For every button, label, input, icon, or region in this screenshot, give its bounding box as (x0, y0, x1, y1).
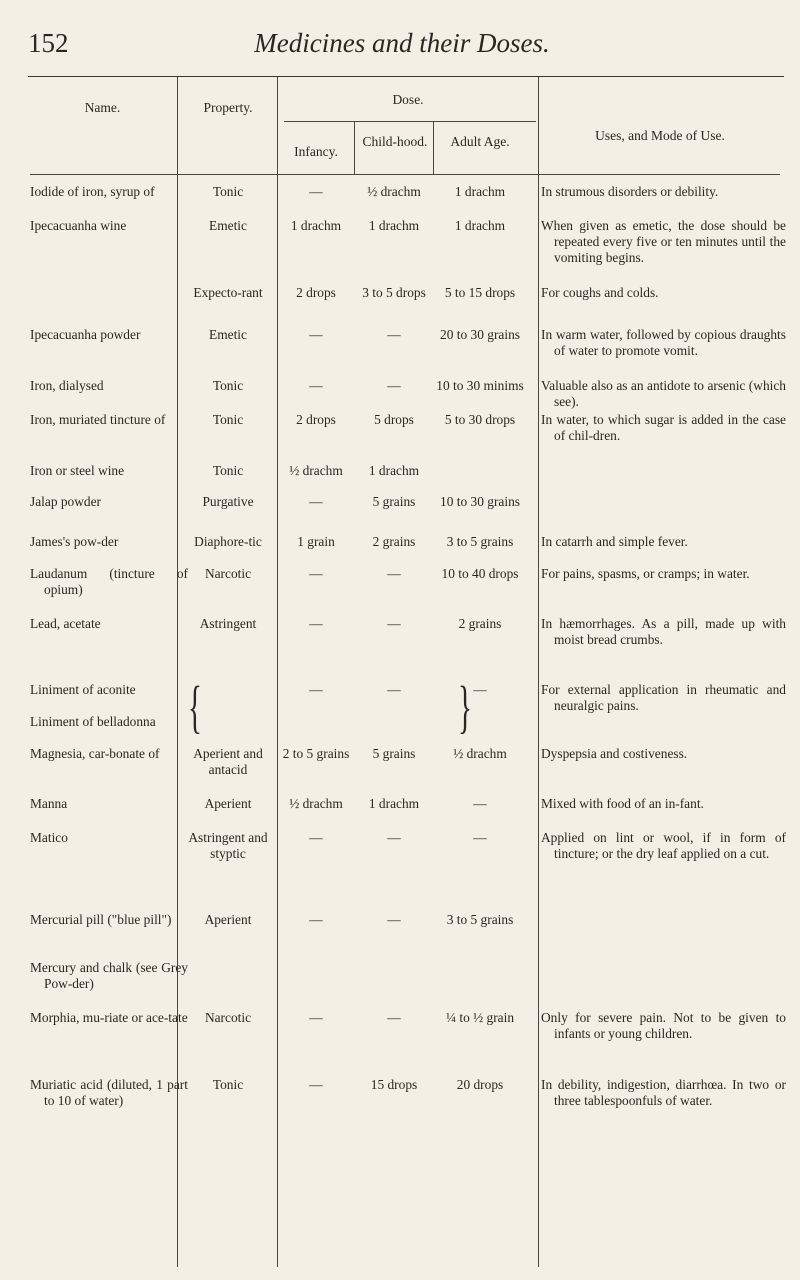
cell-property: Tonic (212, 1077, 244, 1092)
column-rule (277, 77, 278, 1267)
cell-adult: 3 to 5 grains (446, 534, 514, 549)
cell-property: Aperient (204, 796, 252, 811)
cell-infancy: — (309, 494, 323, 509)
cell-property: Narcotic (204, 1010, 252, 1025)
table-header-rule (30, 174, 780, 175)
cell-childhood: — (387, 830, 401, 845)
cell-infancy: — (309, 327, 323, 342)
cell-uses: For external application in rheumatic and neuralgic pains. (541, 682, 786, 713)
cell-adult: ¼ to ½ grain (445, 1010, 515, 1025)
cell-uses: Mixed with food of an in-fant. (541, 796, 704, 811)
cell-adult: 10 to 30 grains (440, 494, 520, 509)
cell-adult: 1 drachm (454, 184, 506, 199)
cell-uses: In catarrh and simple fever. (541, 534, 688, 549)
cell-adult: 3 to 5 grains (446, 912, 514, 927)
cell-name: Iodide of iron, syrup of (30, 184, 155, 199)
header-childhood: Child-hood. (362, 134, 428, 149)
header-rule (28, 76, 784, 77)
dose-header-rule (284, 121, 536, 122)
cell-name: Manna (30, 796, 68, 811)
cell-property: Tonic (212, 412, 244, 427)
running-title: Medicines and their Doses. (254, 28, 550, 58)
cell-infancy: 1 grain (297, 534, 335, 549)
cell-name: Lead, acetate (30, 616, 101, 631)
cell-property: Aperient and antacid (193, 746, 263, 777)
cell-uses: When given as emetic, the dose should be repeated every five or ten minutes until the vomiting begins. (541, 218, 786, 265)
cell-infancy: 1 drachm (290, 218, 342, 233)
cell-childhood: — (387, 327, 401, 342)
cell-uses: Valuable also as an antidote to arsenic (which see). (541, 378, 786, 409)
cell-name: Iron, dialysed (30, 378, 104, 393)
cell-uses: In water, to which sugar is added in the case of chil-dren. (541, 412, 786, 443)
cell-infancy: — (309, 378, 323, 393)
column-rule (433, 121, 434, 174)
cell-uses: In warm water, followed by copious draughts of water to promote vomit. (541, 327, 786, 358)
cell-uses: In debility, indigestion, diarrhœa. In two or three tablespoonfuls of water. (541, 1077, 786, 1108)
cell-property: Emetic (209, 218, 247, 233)
cell-adult: 20 drops (456, 1077, 504, 1092)
cell-adult: 20 to 30 grains (440, 327, 520, 342)
cell-childhood: 1 drachm (368, 796, 420, 811)
header-name: Name. (84, 100, 121, 115)
header-uses: Uses, and Mode of Use. (595, 128, 725, 143)
cell-property: Expecto-rant (193, 285, 263, 300)
cell-name: Magnesia, car-bonate of (30, 746, 160, 761)
cell-property: Tonic (212, 463, 244, 478)
cell-infancy: — (309, 912, 323, 927)
cell-adult: 10 to 40 drops (441, 566, 519, 581)
cell-childhood: 5 grains (372, 746, 416, 761)
cell-infancy: 2 to 5 grains (282, 746, 350, 761)
cell-infancy: 2 drops (296, 285, 336, 300)
cell-property: Emetic (209, 327, 247, 342)
cell-adult: 5 to 15 drops (444, 285, 516, 300)
cell-childhood: 5 drops (374, 412, 414, 427)
cell-adult: 10 to 30 minims (436, 378, 524, 393)
brace-right: } (458, 674, 472, 739)
cell-property: Tonic (212, 378, 244, 393)
cell-adult: 1 drachm (454, 218, 506, 233)
cell-infancy: — (309, 184, 323, 199)
header-property: Property. (203, 100, 253, 115)
cell-name: Iron, muriated tincture of (30, 412, 166, 427)
cell-adult: — (473, 830, 487, 845)
cell-property: Purgative (202, 494, 254, 509)
cell-name: Mercurial pill ("blue pill") (30, 912, 172, 927)
cell-property: Narcotic (204, 566, 252, 581)
cell-childhood: 1 drachm (368, 463, 420, 478)
cell-childhood: 15 drops (370, 1077, 418, 1092)
cell-name: Liniment of belladonna (30, 714, 156, 729)
cell-adult: 5 to 30 drops (444, 412, 516, 427)
cell-name: Mercury and chalk (see Grey Pow-der) (30, 960, 188, 991)
cell-property: Diaphore-tic (194, 534, 262, 549)
cell-name: Iron or steel wine (30, 463, 125, 478)
cell-name: Matico (30, 830, 68, 845)
cell-infancy: — (309, 616, 323, 631)
cell-name: Liniment of aconite (30, 682, 136, 697)
cell-name: James's pow-der (30, 534, 119, 549)
cell-name: Morphia, mu-riate or ace-tate (30, 1010, 188, 1025)
cell-name: Muriatic acid (diluted, 1 part to 10 of water) (30, 1077, 188, 1108)
brace-left: { (188, 674, 202, 739)
cell-infancy: ½ drachm (289, 796, 343, 811)
cell-adult: 2 grains (458, 616, 502, 631)
cell-adult: ½ drachm (453, 746, 507, 761)
cell-infancy: 2 drops (296, 412, 336, 427)
cell-uses: In strumous disorders or debility. (541, 184, 719, 199)
column-rule (538, 77, 539, 1267)
cell-childhood: 5 grains (372, 494, 416, 509)
cell-property: Astringent and styptic (188, 830, 268, 861)
column-rule (354, 121, 355, 174)
cell-childhood: 3 to 5 drops (362, 285, 426, 300)
cell-name: Jalap powder (30, 494, 102, 509)
cell-childhood: 1 drachm (368, 218, 420, 233)
cell-infancy: ½ drachm (289, 463, 343, 478)
cell-name: Ipecacuanha powder (30, 327, 141, 342)
cell-childhood: ½ drachm (367, 184, 421, 199)
cell-adult: — (473, 796, 487, 811)
header-infancy: Infancy. (294, 144, 338, 159)
cell-uses: In hæmorrhages. As a pill, made up with moist bread crumbs. (541, 616, 786, 647)
cell-childhood: — (387, 566, 401, 581)
cell-infancy: — (309, 682, 323, 697)
cell-childhood: — (387, 378, 401, 393)
cell-infancy: — (309, 1077, 323, 1092)
header-adult: Adult Age. (450, 134, 510, 149)
page-number: 152 (28, 28, 69, 58)
cell-uses: For coughs and colds. (541, 285, 659, 300)
cell-infancy: — (309, 1010, 323, 1025)
cell-property: Astringent (199, 616, 257, 631)
page-header (28, 22, 776, 62)
cell-adult: — (473, 682, 487, 697)
cell-uses: Only for severe pain. Not to be given to infants or young children. (541, 1010, 786, 1041)
cell-property: Tonic (212, 184, 244, 199)
cell-uses: Applied on lint or wool, if in form of tincture; or the dry leaf applied on a cut. (541, 830, 786, 861)
cell-uses: Dyspepsia and costiveness. (541, 746, 688, 761)
cell-name: Laudanum (tincture of opium) (30, 566, 188, 597)
cell-childhood: — (387, 1010, 401, 1025)
cell-uses: For pains, spasms, or cramps; in water. (541, 566, 750, 581)
cell-childhood: 2 grains (372, 534, 416, 549)
cell-infancy: — (309, 830, 323, 845)
cell-childhood: — (387, 912, 401, 927)
cell-childhood: — (387, 682, 401, 697)
cell-name: Ipecacuanha wine (30, 218, 127, 233)
cell-infancy: — (309, 566, 323, 581)
cell-property: Aperient (204, 912, 252, 927)
header-dose: Dose. (392, 92, 424, 107)
cell-childhood: — (387, 616, 401, 631)
